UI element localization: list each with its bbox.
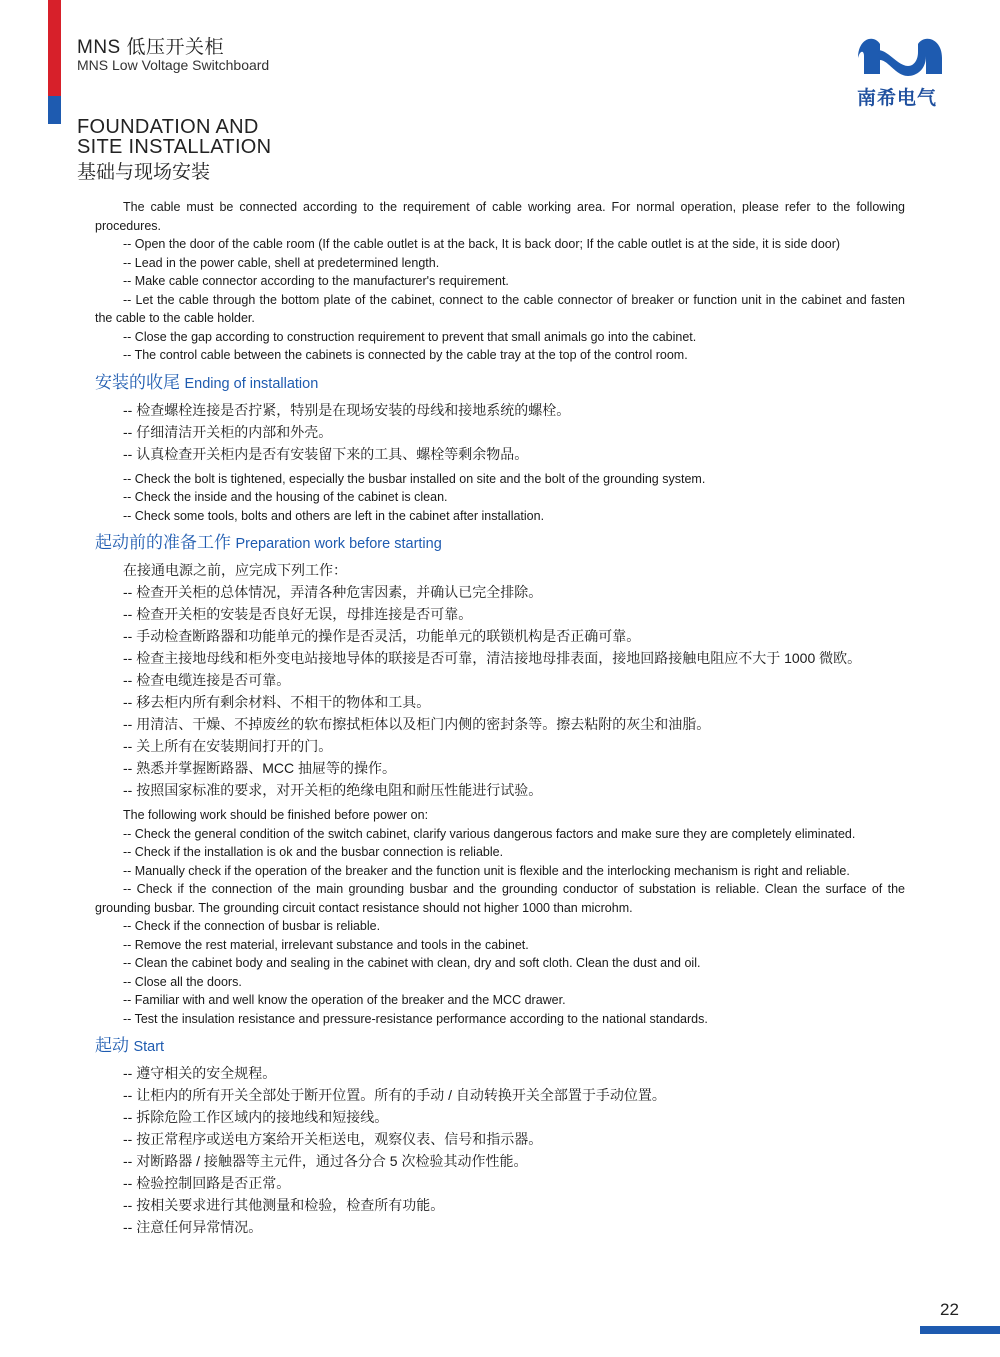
series-title-en: MNS Low Voltage Switchboard xyxy=(77,57,270,73)
list-item: -- 手动检查断路器和功能单元的操作是否灵活，功能单元的联锁机构是否正确可靠。 xyxy=(123,628,641,644)
series-title-cn: MNS 低压开关柜 xyxy=(77,37,225,58)
list-item: -- 熟悉并掌握断路器、MCC 抽屉等的操作。 xyxy=(123,760,396,776)
section-heading-preparation xyxy=(95,533,905,554)
list-item: -- Open the door of the cable room (If the cable outlet is at the back, It is back door; If the cable outlet is at the side, it is side door) xyxy=(123,237,841,251)
list-item: -- 检查螺栓连接是否拧紧，特别是在现场安装的母线和接地系统的螺栓。 xyxy=(123,401,571,418)
list-item: -- 仔细清洁开关柜的内部和外壳。 xyxy=(123,423,333,440)
page-number: 22 xyxy=(940,1300,959,1319)
list-item: -- 检验控制回路是否正常。 xyxy=(123,1175,291,1191)
list-item: -- 用清洁、干燥、不掉废丝的软布擦拭柜体以及柜门内侧的密封条等。擦去粘附的灰尘和油脂。 xyxy=(123,716,711,732)
list-item: -- Clean the cabinet body and sealing in the cabinet with clean, dry and soft cloth. Clean the dust and oil. xyxy=(123,956,701,970)
list-item: -- 对断路器 / 接触器等主元件，通过各分合 5 次检验其动作性能。 xyxy=(123,1153,528,1169)
list-item: -- 拆除危险工作区域内的接地线和短接线。 xyxy=(123,1109,389,1125)
section-heading-ending xyxy=(95,373,905,394)
list-item: -- Check some tools, bolts and others are left in the cabinet after installation. xyxy=(123,508,545,523)
list-item: -- Check the inside and the housing of the cabinet is clean. xyxy=(123,490,448,504)
list-item: -- 注意任何异常情况。 xyxy=(123,1219,263,1235)
header-accent-bar-blue xyxy=(48,96,61,124)
ending-list-cn xyxy=(95,399,905,465)
list-item: -- 检查主接地母线和柜外变电站接地导体的联接是否可靠，清洁接地母排表面，接地回路接触电阻应不大于 1000 微欧。 xyxy=(123,650,862,666)
page-title xyxy=(77,117,271,157)
footer-accent-bar xyxy=(920,1326,1000,1334)
section-heading-start xyxy=(95,1036,905,1057)
intro-paragraph: The cable must be connected according to the requirement of cable working area. For normal operation, please refer to the following procedures. xyxy=(95,200,905,233)
list-item: -- Familiar with and well know the operation of the breaker and the MCC drawer. xyxy=(123,993,566,1007)
list-item: -- Make cable connector according to the manufacturer's requirement. xyxy=(123,274,509,288)
header-accent-bar-red xyxy=(48,0,61,96)
list-item: -- 检查电缆连接是否可靠。 xyxy=(123,672,291,688)
ending-list-en xyxy=(95,470,905,526)
start-list-cn xyxy=(95,1062,905,1238)
list-item: -- Close all the doors. xyxy=(123,974,242,989)
section-heading-cn: 起动前的准备工作 xyxy=(95,533,231,552)
list-item: -- 按相关要求进行其他测量和检验，检查所有功能。 xyxy=(123,1197,445,1213)
list-item: -- Check if the connection of busbar is reliable. xyxy=(123,919,381,933)
list-item: -- Remove the rest material, irrelevant substance and tools in the cabinet. xyxy=(123,937,529,952)
section-heading-en: Start xyxy=(133,1039,165,1055)
list-item: -- Check if the installation is ok and the busbar connection is reliable. xyxy=(123,845,504,859)
company-name: 南希电气 xyxy=(857,87,938,109)
main-content xyxy=(95,198,905,1238)
list-item: -- 关上所有在安装期间打开的门。 xyxy=(123,738,333,754)
section-heading-en: Preparation work before starting xyxy=(235,536,442,552)
list-item: -- 遵守相关的安全规程。 xyxy=(123,1065,277,1081)
intro-list xyxy=(95,235,905,365)
list-item: -- Let the cable through the bottom plate of the cabinet, connect to the cable connector of breaker or function unit in the cabinet and fasten the cable to the cable holder. xyxy=(95,292,905,325)
list-item: -- 让柜内的所有开关全部处于断开位置。所有的手动 / 自动转换开关全部置于手动位置。 xyxy=(123,1087,666,1103)
list-item: -- Lead in the power cable, shell at predetermined length. xyxy=(123,255,440,270)
section-heading-en: Ending of installation xyxy=(184,375,319,392)
list-intro: The following work should be finished before power on: xyxy=(123,808,429,822)
list-item: -- 认真检查开关柜内是否有安装留下来的工具、螺栓等剩余物品。 xyxy=(123,445,529,462)
list-item: -- The control cable between the cabinets is connected by the cable tray at the top of the control room. xyxy=(123,348,688,362)
list-item: -- 按照国家标准的要求，对开关柜的绝缘电阻和耐压性能进行试验。 xyxy=(123,782,543,798)
section-heading-cn: 安装的收尾 xyxy=(95,372,180,392)
page-title-cn: 基础与现场安装 xyxy=(77,162,211,183)
list-item: -- Close the gap according to construction requirement to prevent that small animals go into the cabinet. xyxy=(123,329,697,344)
preparation-list-cn xyxy=(95,559,905,801)
list-item: -- Manually check if the operation of the breaker and the function unit is flexible and the interlocking mechanism is right and reliable. xyxy=(123,863,850,878)
list-intro: 在接通电源之前，应完成下列工作： xyxy=(123,562,347,578)
page-title-line1: FOUNDATION AND xyxy=(77,116,259,138)
list-item: -- Check the bolt is tightened, especially the busbar installed on site and the bolt of the grounding system. xyxy=(123,471,706,486)
list-item: -- 移去柜内所有剩余材料、不相干的物体和工具。 xyxy=(123,694,431,710)
preparation-list-en xyxy=(95,806,905,1028)
list-item: -- 检查开关柜的安装是否良好无误，母排连接是否可靠。 xyxy=(123,606,473,622)
page-title-line2: SITE INSTALLATION xyxy=(77,136,272,158)
section-heading-cn: 起动 xyxy=(95,1036,129,1055)
list-item: -- Check the general condition of the switch cabinet, clarify various dangerous factors and make sure they are completely eliminated. xyxy=(123,826,856,841)
list-item: -- 检查开关柜的总体情况，弄清各种危害因素，并确认已完全排除。 xyxy=(123,584,543,600)
list-item: -- Check if the connection of the main grounding busbar and the grounding conductor of substation is reliable. Clean the surface of the grounding busbar. The grounding circuit contact resistance should not higher 1000 than microhm. xyxy=(95,882,905,915)
list-item: -- 按正常程序或送电方案给开关柜送电，观察仪表、信号和指示器。 xyxy=(123,1131,543,1147)
list-item: -- Test the insulation resistance and pressure-resistance performance according to the national standards. xyxy=(123,1011,708,1026)
